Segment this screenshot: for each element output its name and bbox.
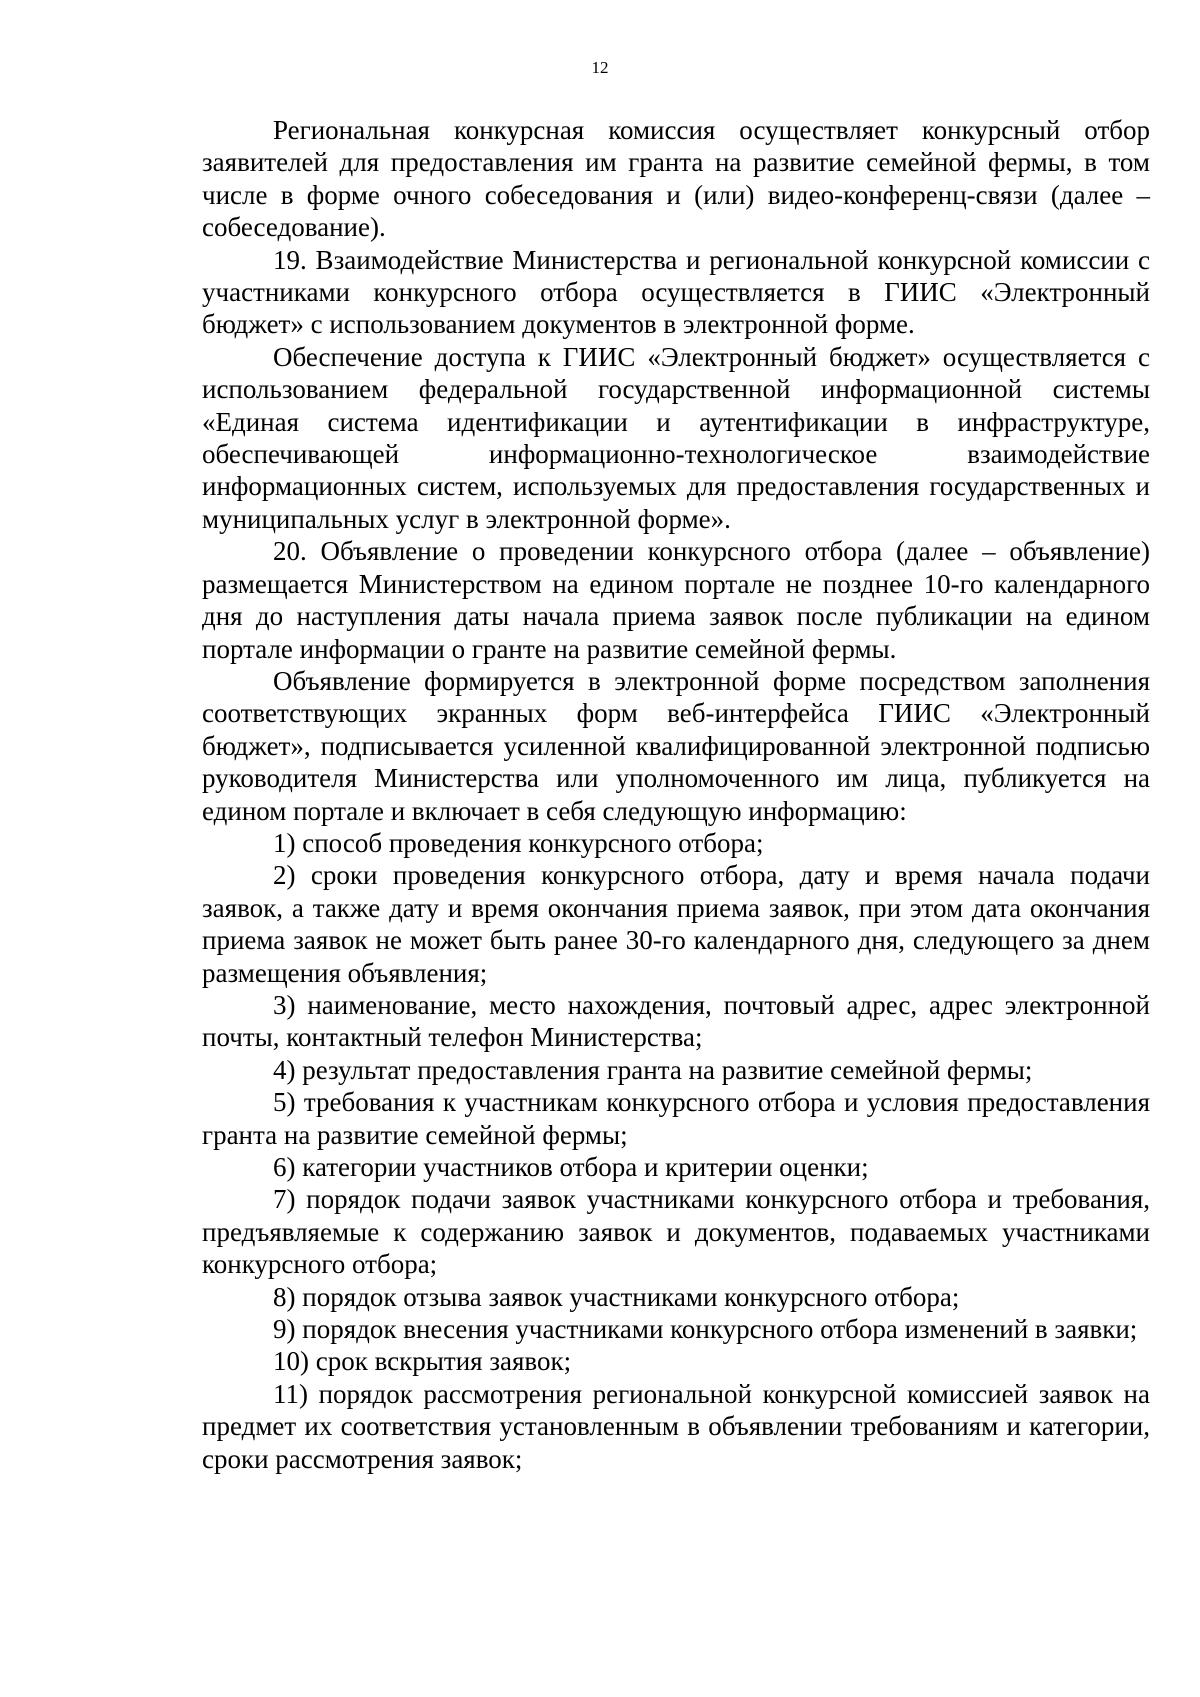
paragraph-access-provision: Обеспечение доступа к ГИИС «Электронный бюджет» осуществляется с использованием федеральной государственной информационной системы «Единая система идентификации и аутентификации в инфраструктуре, обеспечивающей информационно-технологическое взаимодействие информационных систем, используемых для предоставления государственных и муниципальных услуг в электронной форме».	[202, 341, 1150, 534]
list-item-9: 9) порядок внесения участниками конкурсного отбора изменений в заявки;	[273, 1314, 1138, 1345]
paragraph-announcement-content: Объявление формируется в электронной форме посредством заполнения соответствующих экранных форм веб-интерфейса ГИИС «Электронный бюджет», подписывается усиленной квалифицированной электронной подписью руководителя Министерства или уполномоченного им лица, публикуется на едином портале и включает в себя следующую информацию:	[202, 665, 1150, 826]
paragraph-19-interaction: 19. Взаимодействие Министерства и региональной конкурсной комиссии с участниками конкурсного отбора осуществляется в ГИИС «Электронный бюджет» с использованием документов в электронной форме.	[202, 244, 1150, 340]
paragraph-20-announcement: 20. Объявление о проведении конкурсного отбора (далее – объявление) размещается Министерством на едином портале не позднее 10-го календарного дня до наступления даты начала приема заявок после публикации на едином портале информации о гранте на развитие семейной фермы.	[202, 536, 1150, 664]
document-body	[202, 114, 1150, 1475]
list-item-8: 8) порядок отзыва заявок участниками конкурсного отбора;	[273, 1281, 960, 1312]
list-item-4: 4) результат предоставления гранта на развитие семейной фермы;	[273, 1054, 1033, 1085]
list-item-1: 1) способ проведения конкурсного отбора;	[273, 827, 764, 858]
list-item-6: 6) категории участников отбора и критерии оценки;	[273, 1152, 869, 1182]
list-item-3: 3) наименование, место нахождения, почтовый адрес, адрес электронной почты, контактный телефон Министерства;	[202, 989, 1150, 1053]
list-item-5: 5) требования к участникам конкурсного отбора и условия предоставления гранта на развитие семейной фермы;	[202, 1087, 1150, 1150]
paragraph-commission-selection: Региональная конкурсная комиссия осуществляет конкурсный отбор заявителей для предоставления им гранта на развитие семейной фермы, в том числе в форме очного собеседования и (или) видео-конференц-связи (далее – собеседование).	[202, 115, 1150, 243]
list-item-11: 11) порядок рассмотрения региональной конкурсной комиссией заявок на предмет их соответствия установленным в объявлении требованиям и категории, сроки рассмотрения заявок;	[202, 1378, 1150, 1474]
list-item-10: 10) срок вскрытия заявок;	[273, 1346, 572, 1377]
list-item-7: 7) порядок подачи заявок участниками конкурсного отбора и требования, предъявляемые к содержанию заявок и документов, подаваемых участниками конкурсного отбора;	[202, 1184, 1150, 1280]
page-number: 12	[591, 58, 609, 77]
list-item-2: 2) сроки проведения конкурсного отбора, дату и время начала подачи заявок, а также дату и время окончания приема заявок, при этом дата окончания приема заявок не может быть ранее 30-го календарного дня, следующего за днем размещения объявления;	[202, 860, 1150, 988]
